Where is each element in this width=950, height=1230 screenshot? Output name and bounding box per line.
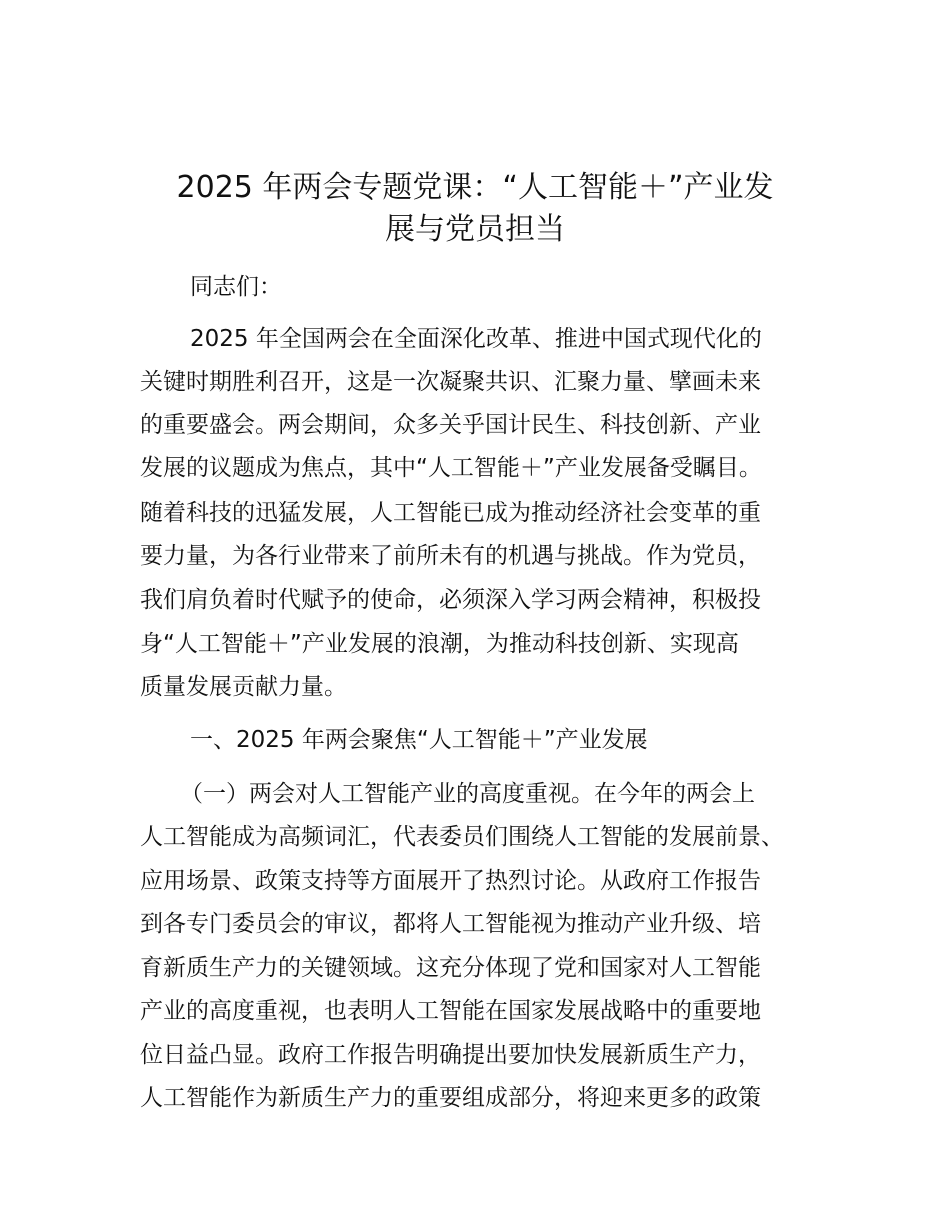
subsection-line-3: 应用场景、政策支持等方面展开了热烈讨论。从政府工作报告: [140, 868, 761, 894]
subsection-line-5: 育新质生产力的关键领域。这充分体现了党和国家对人工智能: [140, 955, 761, 981]
subsection-line-8: 人工智能作为新质生产力的重要组成部分，将迎来更多的政策: [140, 1085, 761, 1111]
subsection-line-4: 到各专门委员会的审议，都将人工智能视为推动产业升级、培: [140, 911, 761, 937]
intro-line-4: 发展的议题成为焦点，其中“人工智能＋”产业发展备受瞩目。: [140, 455, 762, 481]
subsection-line-7: 位日益凸显。政府工作报告明确提出要加快发展新质生产力，: [140, 1042, 761, 1068]
document-title-line-2: 展与党员担当: [385, 212, 565, 247]
section-heading: 一、2025 年两会聚焦“人工智能＋”产业发展: [190, 727, 648, 753]
subsection-line-1: （一）两会对人工智能产业的高度重视。在今年的两会上: [180, 781, 755, 807]
intro-line-6: 要力量，为各行业带来了前所未有的机遇与挑战。作为党员，: [140, 543, 761, 569]
document-title-line-1: 2025 年两会专题党课：“人工智能＋”产业发: [176, 170, 774, 205]
intro-line-2: 关键时期胜利召开，这是一次凝聚共识、汇聚力量、擘画未来: [140, 369, 761, 395]
intro-line-3: 的重要盛会。两会期间，众多关乎国计民生、科技创新、产业: [140, 412, 761, 438]
intro-line-9: 质量发展贡献力量。: [140, 674, 347, 700]
subsection-line-6: 产业的高度重视，也表明人工智能在国家发展战略中的重要地: [140, 998, 761, 1024]
intro-line-5: 随着科技的迅猛发展，人工智能已成为推动经济社会变革的重: [140, 500, 761, 526]
salutation: 同志们：: [190, 274, 282, 300]
intro-line-7: 我们肩负着时代赋予的使命，必须深入学习两会精神，积极投: [140, 587, 761, 613]
intro-line-1: 2025 年全国两会在全面深化改革、推进中国式现代化的: [190, 326, 762, 352]
intro-line-8: 身“人工智能＋”产业发展的浪潮，为推动科技创新、实现高: [140, 631, 739, 657]
subsection-line-2: 人工智能成为高频词汇，代表委员们围绕人工智能的发展前景、: [140, 824, 784, 850]
